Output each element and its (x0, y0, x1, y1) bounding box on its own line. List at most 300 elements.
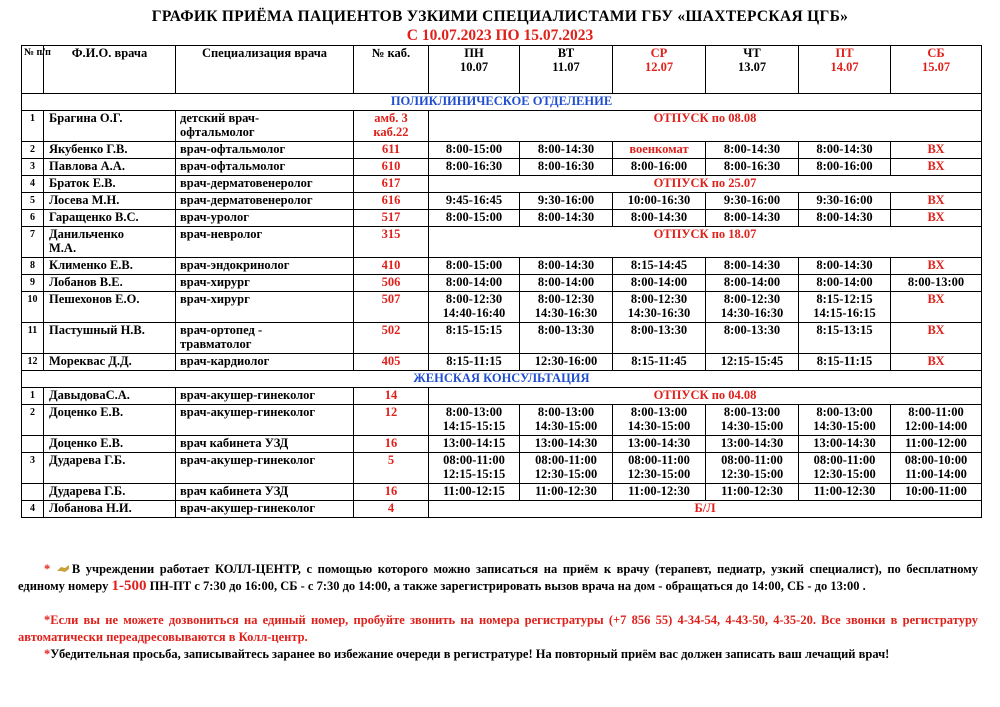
schedule-cell-day-1 (520, 436, 613, 453)
doctor-specialization (176, 484, 354, 501)
cell-line: 8:00-16:00 (630, 159, 688, 173)
row-num: 8 (22, 258, 44, 275)
section-title: ПОЛИКЛИНИЧЕСКОЕ ОТДЕЛЕНИЕ (22, 94, 982, 111)
doctor-specialization (176, 388, 354, 405)
cell-line: 8:00-13:30 (630, 323, 688, 337)
table-row (22, 388, 982, 405)
doctor-name (44, 258, 176, 275)
doctor-name (44, 111, 176, 142)
cell-line: врач-дерматовенеролог (180, 176, 313, 190)
cell-line: ВХ (927, 258, 945, 272)
table-row (22, 193, 982, 210)
schedule-cell-day-1 (520, 258, 613, 275)
day-name: ЧТ (743, 46, 761, 60)
cell-line: Пастушный Н.В. (49, 323, 145, 337)
section-title: ЖЕНСКАЯ КОНСУЛЬТАЦИЯ (22, 371, 982, 388)
schedule-cell-day-4 (799, 193, 891, 210)
cell-line: 14:15-15:15 (442, 419, 506, 433)
row-num: 5 (22, 193, 44, 210)
cell-line: 13:00-14:30 (813, 436, 876, 450)
schedule-cell-day-5 (891, 210, 982, 227)
cell-line: 9:45-16:45 (445, 193, 503, 207)
schedule-cell-day-4 (799, 323, 891, 354)
cell-line: 315 (381, 227, 401, 241)
doctor-specialization (176, 159, 354, 176)
schedule-cell-day-3 (706, 354, 799, 371)
doctor-name (44, 275, 176, 292)
schedule-cell-day-0 (429, 436, 520, 453)
cell-line: 08:00-11:00 (628, 453, 690, 467)
cell-line: 13:00-14:30 (720, 436, 784, 450)
schedule-cell-day-5 (891, 405, 982, 436)
day-date: 11.07 (552, 60, 580, 74)
cell-line: 8:00-13:00 (537, 405, 595, 419)
cell-line: 9:30-16:00 (723, 193, 781, 207)
day-name: ВТ (557, 46, 575, 60)
schedule-cell-day-0 (429, 453, 520, 484)
cell-line: 11:00-12:15 (443, 484, 505, 498)
cell-line: врач-хирург (180, 275, 250, 289)
schedule-cell-day-1 (520, 193, 613, 210)
schedule-cell-day-4 (799, 292, 891, 323)
header-day-2 (613, 46, 706, 94)
cell-line: 12:15-15:15 (442, 467, 506, 481)
doctor-name (44, 501, 176, 518)
cell-line: 8:00-13:00 (445, 405, 503, 419)
header-day-5 (891, 46, 982, 94)
schedule-cell-day-5 (891, 484, 982, 501)
day-name: СР (650, 46, 668, 60)
schedule-cell-day-2 (613, 159, 706, 176)
doctor-specialization (176, 436, 354, 453)
row-num: 7 (22, 227, 44, 258)
cell-line: 8:00-15:00 (445, 258, 503, 272)
cell-line: врач кабинета УЗД (180, 436, 289, 450)
schedule-note: ОТПУСК по 18.07 (429, 227, 982, 258)
schedule-cell-day-2 (613, 193, 706, 210)
schedule-cell-day-1 (520, 142, 613, 159)
note-call-center-prefix: В учреждении работает КОЛЛ-ЦЕНТР, с помощью которого можно записаться на приём к врачу (терапевт, педиатр, узкий специалист), по бесплатному единому номеру (18, 562, 978, 593)
row-num: 4 (22, 176, 44, 193)
room-number (354, 176, 429, 193)
cell-line: врач-акушер-гинеколог (180, 453, 316, 467)
row-num: 10 (22, 292, 44, 323)
cell-line: 13:00-14:30 (627, 436, 691, 450)
cell-line: 8:00-12:30 (445, 292, 503, 306)
schedule-cell-day-2 (613, 210, 706, 227)
room-number (354, 210, 429, 227)
row-num: 1 (22, 388, 44, 405)
note-registry-phones: *Если вы не можете дозвониться на единый номер, пробуйте звонить на номера регистратуры (+7 856 55) 4-34-54, 4-43-50, 4-35-20. Все звонки в регистратуру автоматически переадресовываются в Колл-центр. (18, 613, 978, 644)
cell-line: врач-ортопед - (180, 323, 263, 337)
cell-line: 8:15-13:15 (816, 323, 873, 337)
schedule-cell-day-1 (520, 405, 613, 436)
room-number (354, 354, 429, 371)
day-date: 12.07 (644, 60, 674, 74)
schedule-cell-day-5 (891, 159, 982, 176)
table-row (22, 484, 982, 501)
doctor-specialization (176, 292, 354, 323)
row-num: 11 (22, 323, 44, 354)
schedule-cell-day-4 (799, 275, 891, 292)
doctor-specialization (176, 405, 354, 436)
doctor-specialization (176, 323, 354, 354)
row-num (22, 484, 44, 501)
schedule-cell-day-4 (799, 436, 891, 453)
schedule-cell-day-0 (429, 323, 520, 354)
schedule-cell-day-5 (891, 142, 982, 159)
schedule-cell-day-2 (613, 323, 706, 354)
cell-line: 11:00-12:30 (628, 484, 690, 498)
table-row (22, 142, 982, 159)
doctor-name (44, 388, 176, 405)
cell-line: Дударева Г.Б. (49, 484, 126, 498)
cell-line: ВХ (927, 193, 945, 207)
cell-line: врач-кардиолог (180, 354, 270, 368)
room-number (354, 142, 429, 159)
schedule-cell-day-2 (613, 275, 706, 292)
schedule-table (21, 45, 982, 518)
cell-line: 507 (381, 292, 401, 306)
room-number (354, 111, 429, 142)
cell-line: 12 (384, 405, 398, 419)
schedule-cell-day-3 (706, 484, 799, 501)
schedule-cell-day-5 (891, 436, 982, 453)
schedule-cell-day-3 (706, 323, 799, 354)
table-row (22, 111, 982, 142)
cell-line: 8:00-16:00 (816, 159, 873, 173)
cell-line: 8:00-12:30 (630, 292, 688, 306)
cell-line: 14 (384, 388, 398, 402)
day-date: 10.07 (459, 60, 489, 74)
cell-line: 8:00-13:30 (537, 323, 595, 337)
cell-line: 8:15-11:45 (631, 354, 687, 368)
cell-line: 11:00-12:30 (813, 484, 876, 498)
cell-line: ВХ (927, 323, 945, 337)
cell-line: 8:00-14:00 (630, 275, 688, 289)
cell-line: 8:00-14:30 (537, 210, 595, 224)
table-row (22, 354, 982, 371)
cell-line: 8:00-16:30 (723, 159, 781, 173)
schedule-cell-day-0 (429, 159, 520, 176)
schedule-cell-day-5 (891, 354, 982, 371)
phone-icon (56, 563, 70, 575)
cell-line: 8:00-14:00 (816, 275, 873, 289)
room-number (354, 227, 429, 258)
cell-line: 11:00-12:30 (721, 484, 783, 498)
doctor-specialization (176, 193, 354, 210)
cell-line: 8:00-13:00 (816, 405, 873, 419)
schedule-cell-day-0 (429, 292, 520, 323)
cell-line: Браток Е.В. (49, 176, 116, 190)
doctor-specialization (176, 176, 354, 193)
row-num: 12 (22, 354, 44, 371)
cell-line: 8:00-12:30 (723, 292, 781, 306)
cell-line: 8:00-14:30 (816, 258, 873, 272)
cell-line: 8:00-13:00 (907, 275, 965, 289)
cell-line: 405 (381, 354, 401, 368)
schedule-cell-day-0 (429, 354, 520, 371)
schedule-cell-day-2 (613, 405, 706, 436)
cell-line: 8:00-12:30 (537, 292, 595, 306)
cell-line: 611 (381, 142, 401, 156)
cell-line: 14:30-15:00 (720, 419, 784, 433)
row-num: 1 (22, 111, 44, 142)
table-row (22, 292, 982, 323)
note-advance-booking: *Убедительная просьба, записывайтесь заранее во избежание очереди в регистратуре! На повторный приём вас должен записать ваш лечащий врач! (44, 647, 890, 661)
call-center-phone: 1-500 (111, 578, 147, 594)
schedule-cell-day-2 (613, 354, 706, 371)
cell-line: 517 (381, 210, 401, 224)
doctor-specialization (176, 258, 354, 275)
cell-line: Гаращенко В.С. (49, 210, 139, 224)
room-number (354, 501, 429, 518)
cell-line: 12:15-15:45 (720, 354, 784, 368)
cell-line: 8:00-14:00 (537, 275, 595, 289)
schedule-cell-day-3 (706, 193, 799, 210)
cell-line: 8:00-14:00 (445, 275, 503, 289)
cell-line: Павлова А.А. (49, 159, 125, 173)
cell-line: 8:15-15:15 (445, 323, 503, 337)
cell-line: 8:00-14:30 (723, 210, 781, 224)
cell-line: ДавыдоваС.А. (49, 388, 130, 402)
schedule-cell-day-1 (520, 292, 613, 323)
header-name: Ф.И.О. врача (44, 46, 176, 94)
cell-line: офтальмолог (180, 125, 255, 139)
cell-line: 12:00-14:00 (904, 419, 968, 433)
cell-line: 9:30-16:00 (537, 193, 595, 207)
cell-line: Клименко Е.В. (49, 258, 133, 272)
table-row (22, 453, 982, 484)
cell-line: 11:00-14:00 (905, 467, 967, 481)
doctor-name (44, 405, 176, 436)
room-number (354, 323, 429, 354)
header-day-0 (429, 46, 520, 94)
cell-line: 13:00-14:30 (534, 436, 598, 450)
cell-line: 8:00-13:00 (630, 405, 688, 419)
schedule-cell-day-0 (429, 484, 520, 501)
schedule-cell-day-0 (429, 193, 520, 210)
schedule-cell-day-3 (706, 159, 799, 176)
header-room: № каб. (354, 46, 429, 94)
cell-line: 616 (381, 193, 401, 207)
room-number (354, 193, 429, 210)
schedule-cell-day-5 (891, 292, 982, 323)
row-num: 3 (22, 453, 44, 484)
table-row (22, 176, 982, 193)
doctor-name (44, 436, 176, 453)
cell-line: ВХ (927, 292, 945, 306)
cell-line: 10:00-16:30 (627, 193, 691, 207)
row-num: 9 (22, 275, 44, 292)
row-num: 2 (22, 142, 44, 159)
cell-line: 13:00-14:15 (442, 436, 506, 450)
row-num (22, 436, 44, 453)
cell-line: 506 (381, 275, 401, 289)
schedule-cell-day-5 (891, 453, 982, 484)
cell-line: Лосева М.Н. (49, 193, 120, 207)
cell-line: Дударева Г.Б. (49, 453, 126, 467)
day-name: ПН (464, 46, 484, 60)
cell-line: 8:00-14:30 (723, 258, 781, 272)
cell-line: Доценко Е.В. (49, 436, 124, 450)
cell-line: врач-уролог (180, 210, 249, 224)
schedule-cell-day-3 (706, 405, 799, 436)
cell-line: Лобанов В.Е. (49, 275, 123, 289)
schedule-cell-day-0 (429, 210, 520, 227)
day-date: 14.07 (830, 60, 859, 74)
table-row (22, 258, 982, 275)
cell-line: 8:00-11:00 (908, 405, 964, 419)
cell-line: 617 (381, 176, 401, 190)
cell-line: 14:30-16:30 (627, 306, 691, 320)
cell-line: 08:00-11:00 (535, 453, 597, 467)
day-name: СБ (927, 46, 945, 60)
schedule-cell-day-1 (520, 354, 613, 371)
cell-line: 8:00-16:30 (537, 159, 595, 173)
cell-line: 8:00-14:00 (723, 275, 781, 289)
doctor-name (44, 484, 176, 501)
cell-line: 12:30-15:00 (813, 467, 876, 481)
cell-line: 11:00-12:30 (535, 484, 597, 498)
cell-line: 8:00-15:00 (445, 142, 503, 156)
header-spec: Специализация врача (176, 46, 354, 94)
doctor-name (44, 453, 176, 484)
table-row (22, 436, 982, 453)
schedule-note: ОТПУСК по 04.08 (429, 388, 982, 405)
cell-line: 610 (381, 159, 401, 173)
room-number (354, 453, 429, 484)
cell-line: 14:30-15:00 (534, 419, 598, 433)
cell-line: 8:00-16:30 (445, 159, 503, 173)
doctor-name (44, 142, 176, 159)
schedule-cell-day-2 (613, 258, 706, 275)
cell-line: 8:00-14:30 (816, 210, 873, 224)
cell-line: 11:00-12:00 (905, 436, 967, 450)
doctor-name (44, 292, 176, 323)
table-row (22, 405, 982, 436)
room-number (354, 436, 429, 453)
schedule-cell-day-4 (799, 258, 891, 275)
schedule-note: Б/Л (429, 501, 982, 518)
cell-line: 8:00-14:30 (723, 142, 781, 156)
section-header-row (22, 94, 982, 111)
row-num: 4 (22, 501, 44, 518)
schedule-cell-day-5 (891, 258, 982, 275)
header-num: № п/п (22, 46, 44, 94)
doctor-specialization (176, 210, 354, 227)
schedule-cell-day-5 (891, 275, 982, 292)
schedule-cell-day-4 (799, 159, 891, 176)
schedule-cell-day-0 (429, 405, 520, 436)
schedule-cell-day-3 (706, 142, 799, 159)
room-number (354, 388, 429, 405)
schedule-cell-day-3 (706, 436, 799, 453)
cell-line: Мореквас Д.Д. (49, 354, 132, 368)
doctor-specialization (176, 354, 354, 371)
cell-line: 8:00-15:00 (445, 210, 503, 224)
cell-line: врач-акушер-гинеколог (180, 405, 316, 419)
day-date: 15.07 (921, 60, 951, 74)
schedule-cell-day-4 (799, 210, 891, 227)
header-day-1 (520, 46, 613, 94)
cell-line: врач-невролог (180, 227, 263, 241)
cell-line: ВХ (927, 142, 945, 156)
cell-line: 410 (381, 258, 401, 272)
cell-line: Брагина О.Г. (49, 111, 123, 125)
doctor-name (44, 323, 176, 354)
cell-line: 8:00-13:00 (723, 405, 781, 419)
schedule-cell-day-0 (429, 275, 520, 292)
cell-line: врач-дерматовенеролог (180, 193, 313, 207)
cell-line: Якубенко Г.В. (49, 142, 128, 156)
schedule-cell-day-4 (799, 405, 891, 436)
table-row (22, 159, 982, 176)
note-call-center-suffix: ПН-ПТ с 7:30 до 16:00, СБ - с 7:30 до 14:00, а также зарегистрировать вызов врача на дом - обращаться до 14:00, СБ - до 13:00 . (146, 579, 866, 593)
cell-line: детский врач- (180, 111, 260, 125)
cell-line: врач-офтальмолог (180, 142, 286, 156)
cell-line: 14:30-16:30 (720, 306, 784, 320)
schedule-cell-day-2 (613, 142, 706, 159)
note-call-center (18, 561, 978, 595)
schedule-cell-day-1 (520, 484, 613, 501)
schedule-cell-day-3 (706, 453, 799, 484)
cell-line: ВХ (927, 210, 945, 224)
doctor-specialization (176, 275, 354, 292)
cell-line: 8:00-14:30 (816, 142, 873, 156)
cell-line: 10:00-11:00 (905, 484, 967, 498)
cell-line: 4 (387, 501, 395, 515)
cell-line: 08:00-11:00 (443, 453, 505, 467)
table-row (22, 501, 982, 518)
schedule-note: ОТПУСК по 25.07 (429, 176, 982, 193)
cell-line: Доценко Е.В. (49, 405, 124, 419)
schedule-cell-day-2 (613, 292, 706, 323)
cell-line: 12:30-15:00 (534, 467, 598, 481)
cell-line: 14:30-15:00 (627, 419, 691, 433)
doctor-name (44, 193, 176, 210)
cell-line: 14:40-16:40 (442, 306, 506, 320)
schedule-cell-day-5 (891, 323, 982, 354)
table-header-row (22, 46, 982, 94)
cell-line: 8:15-14:45 (630, 258, 688, 272)
cell-line: 8:00-14:30 (537, 258, 595, 272)
schedule-cell-day-3 (706, 258, 799, 275)
cell-line: травматолог (180, 337, 252, 351)
schedule-cell-day-1 (520, 210, 613, 227)
schedule-cell-day-2 (613, 484, 706, 501)
schedule-cell-day-2 (613, 453, 706, 484)
cell-line: 8:15-12:15 (816, 292, 873, 306)
cell-line: врач кабинета УЗД (180, 484, 289, 498)
room-number (354, 275, 429, 292)
cell-line: 8:15-11:15 (816, 354, 873, 368)
doctor-name (44, 227, 176, 258)
doctor-name (44, 159, 176, 176)
cell-line: 8:00-14:30 (537, 142, 595, 156)
cell-line: врач-офтальмолог (180, 159, 286, 173)
schedule-cell-day-1 (520, 453, 613, 484)
cell-line: 08:00-10:00 (904, 453, 968, 467)
cell-line: 502 (381, 323, 401, 337)
header-day-4 (799, 46, 891, 94)
cell-line: Лобанова Н.И. (49, 501, 132, 515)
schedule-cell-day-3 (706, 292, 799, 323)
room-number (354, 292, 429, 323)
note-star: * (44, 562, 51, 576)
row-num: 2 (22, 405, 44, 436)
doctor-specialization (176, 142, 354, 159)
